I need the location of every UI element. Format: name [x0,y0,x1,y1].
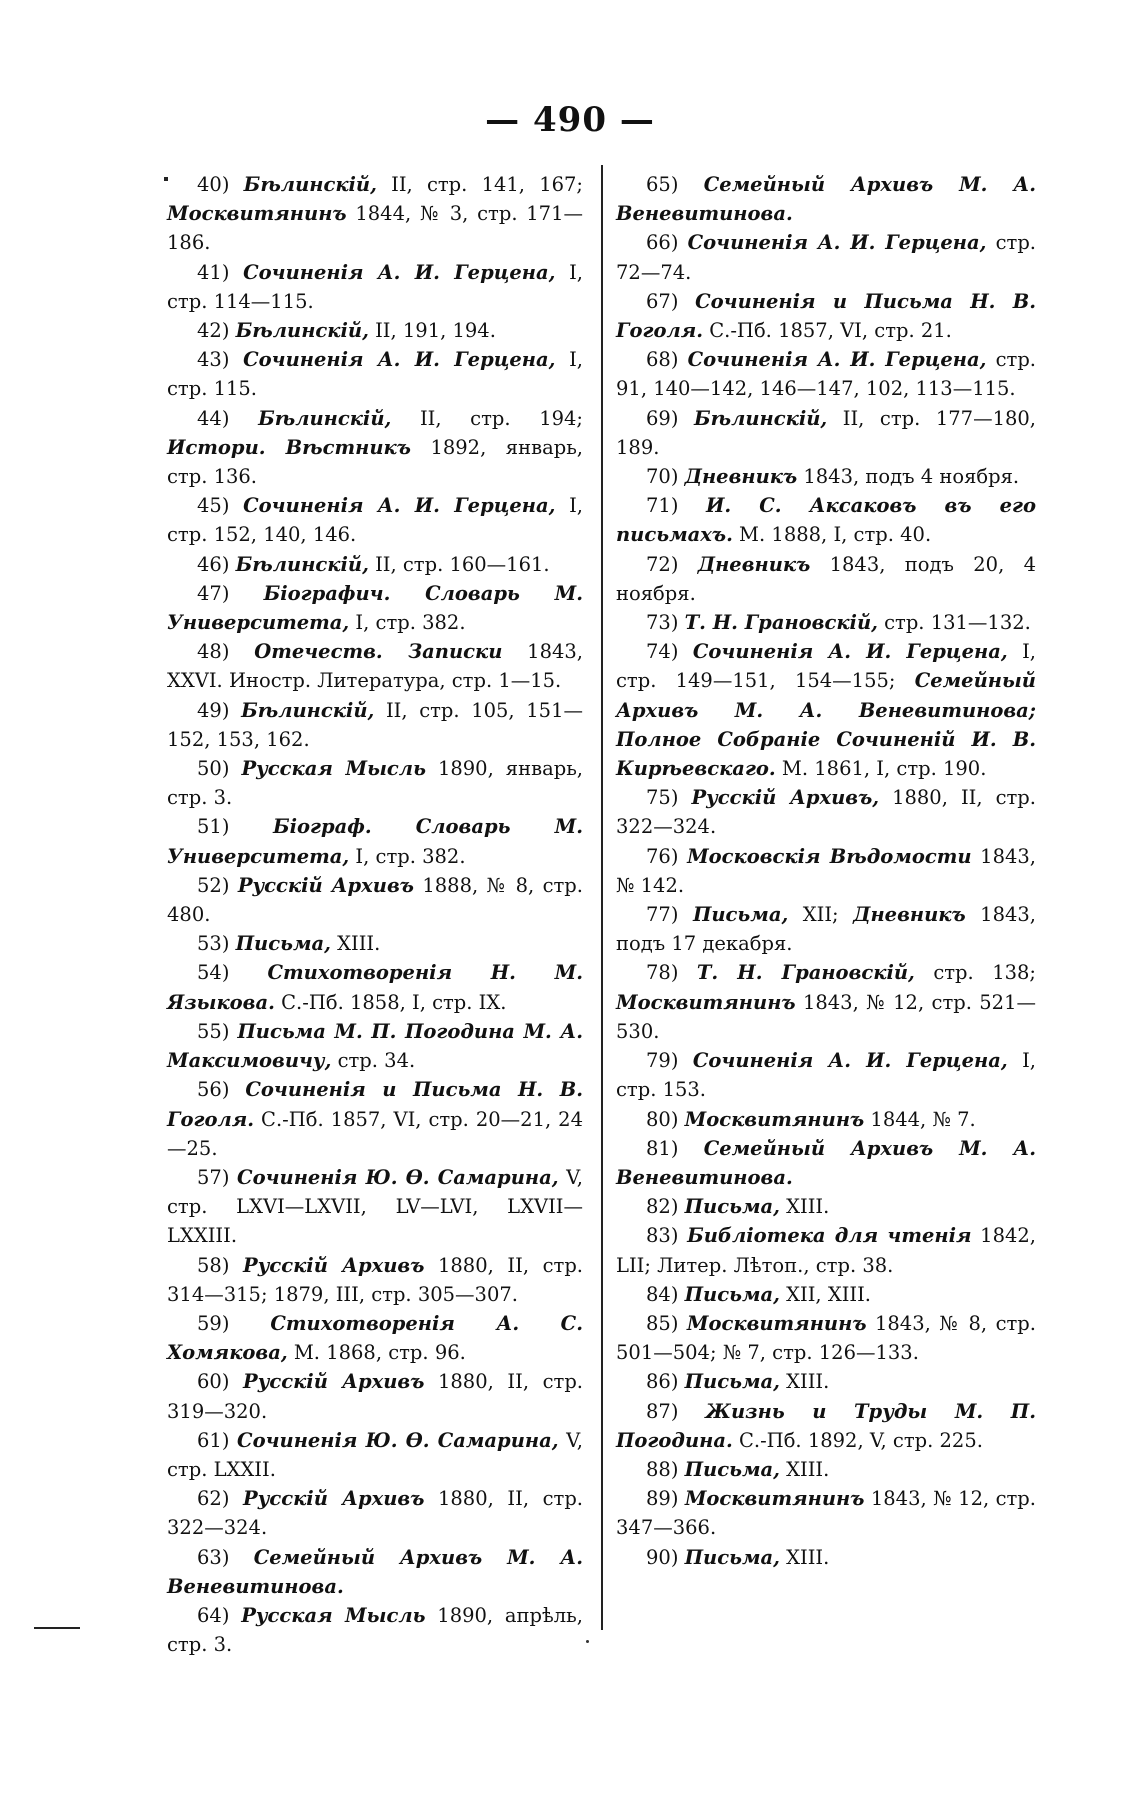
footnote [616,287,1036,345]
footnote-text: 1842, LII; Литер. Лѣтоп., стр. 38. [616,1224,1036,1277]
footnote-title: Русскій Архивъ [243,1487,425,1511]
footnote [616,1192,1036,1221]
footnote [167,1075,583,1163]
footnote [616,783,1036,841]
footnote-text: 62) [197,1487,244,1511]
footnote [167,345,583,403]
footnote-text: 71) [646,494,706,518]
footnote [167,404,583,492]
footnote-title: Письма, [684,1457,780,1481]
footnote [616,637,1036,783]
footnote-text: 70) [646,465,685,489]
footnote-title: Семейный Архивъ М. А. Веневитинова. [616,173,1036,226]
margin-mark [34,1627,80,1629]
footnote-title: Стихотворенія А. С. Хомякова, [167,1311,583,1365]
footnote [167,1426,583,1484]
footnote-text: 1843, № 12, стр. 521—530. [616,990,1036,1043]
footnote-text: 89) [646,1487,685,1511]
footnote-title: Т. Н. Грановскій, [696,961,915,985]
column-divider [601,165,603,1630]
footnote-text: 78) [646,961,697,985]
footnote-text: 63) [197,1545,254,1569]
footnote-text: С.-Пб. 1857, VI, стр. 20—21, 24—25. [167,1107,583,1160]
footnote [167,812,583,870]
footnote [167,579,583,637]
footnote-title: Дневникъ [684,465,798,489]
footnote-text: 87) [646,1399,706,1423]
footnote-title: Русскій Архивъ [237,873,414,897]
footnote-title: Бѣлинскій, [235,552,369,576]
footnote-title: Сочиненія Ю. Ѳ. Самарина, [237,1165,559,1189]
footnote [167,170,583,258]
footnote-text: 68) [646,348,688,372]
footnote-text: I, стр. 382. [349,844,466,868]
left-column [167,170,583,1659]
footnote [616,1046,1036,1104]
footnote-title: Сочиненія А. И. Герцена, [687,231,987,255]
footnote-text: II, стр. 194; [391,406,583,430]
footnote-title: Сочиненія А. И. Герцена, [692,1049,1008,1073]
right-column [616,170,1036,1572]
footnote [616,1134,1036,1192]
footnote-title: Русская Мысль [241,757,426,781]
footnote-text: М. 1888, I, стр. 40. [732,523,932,547]
footnote [167,929,583,958]
footnote-text: XII; [788,903,854,927]
footnote-text: 1892, январь, стр. 136. [167,435,584,489]
footnote [616,1309,1036,1367]
footnote-text: 58) [197,1253,244,1277]
footnote-text: 41) [197,260,244,284]
footnote-text: М. 1861, I, стр. 190. [775,757,987,781]
footnote-text: М. 1868, стр. 96. [287,1341,466,1365]
footnote-text: стр. 91, 140—142, 146—147, 102, 113—115. [616,348,1037,401]
footnote-title: Сочиненія А. И. Герцена, [243,494,556,518]
footnote-title: Московскія Вѣдомости [687,844,972,868]
footnote [167,1601,583,1659]
footnote-text: 77) [646,903,693,927]
footnote-text: I, стр. 153. [616,1049,1037,1102]
footnote-title: Письма, [684,1545,780,1569]
footnote-title: Сочиненія А. И. Герцена, [243,348,556,372]
footnote [167,1251,583,1309]
footnote-text: 72) [646,552,698,576]
footnote-text: 1880, II, стр. 319—320. [167,1370,584,1423]
page-number: — 490 — [485,100,655,140]
footnote-title: Сочиненія и Письма Н. В. Гоголя. [616,289,1036,343]
footnote [167,550,583,579]
footnote-text: 54) [197,961,268,985]
footnote-title: Русскій Архивъ, [691,786,880,810]
footnote-title: Москвитянинъ [684,1487,865,1511]
footnote [616,491,1036,549]
footnote-title: Сочиненія А. И. Герцена, [692,640,1008,664]
footnote [616,228,1036,286]
footnote-text: 75) [646,786,692,810]
footnote-text: I, стр. 149—151, 154—155; [616,640,1037,693]
footnote [616,404,1036,462]
footnote-text: 53) [197,932,236,956]
footnote-text: стр. 72—74. [616,231,1037,284]
footnote-text: I, стр. 115. [167,348,583,401]
footnote-title: Біографич. Словарь М. Университета, [167,581,583,635]
footnote-title: Семейный Архивъ М. А. Веневитинова; Полное Собраніе Сочиненій И. В. Кирѣевскаго. [616,669,1036,781]
footnote-text: II, стр. 141, 167; [376,173,584,196]
footnote-title: Дневникъ [697,552,811,576]
footnote-text: 1880, II, стр. 322—324. [167,1487,584,1540]
footnote-title: Письма, [692,903,789,927]
footnote-text: 45) [197,494,244,518]
footnote-text: V, стр. LXXII. [167,1428,584,1481]
footnote-text: I, стр. 382. [349,611,466,635]
footnote-text: 52) [197,873,238,897]
footnote-text: I, стр. 114—115. [167,260,583,313]
footnote-text: 65) [646,173,704,196]
footnote [167,1017,583,1075]
footnote [616,1105,1036,1134]
footnote-text: 49) [197,698,242,722]
footnote-text: 1888, № 8, стр. 480. [167,873,583,927]
footnote [616,1280,1036,1309]
footnote-text: 1843, № 8, стр. 501—504; № 7, стр. 126—133. [616,1311,1036,1365]
footnote-text: XIII. [330,932,381,956]
footnote-text: 1844, № 3, стр. 171—186. [167,202,583,255]
footnote [167,316,583,345]
footnote-text: 42) [197,319,236,343]
footnote-text: XII, XIII. [779,1282,872,1306]
footnote-title: Семейный Архивъ М. А. Веневитинова. [167,1545,583,1598]
footnote-title: Русская Мысль [241,1603,426,1627]
footnote-text: 90) [646,1545,685,1569]
footnote-title: Бѣлинскій, [243,173,377,196]
footnote [616,550,1036,608]
footnote-text: 1843, подъ 17 декабря. [616,903,1036,956]
footnote-title: Біограф. Словарь М. Университета, [167,815,583,868]
footnote-text: 1880, II, стр. 322—324. [616,786,1036,839]
footnote-title: Сочиненія А. И. Герцена, [243,260,556,284]
footnote-text: 51) [197,815,273,839]
footnote [167,637,583,695]
footnote-text: 80) [646,1107,685,1131]
footnote [616,1221,1036,1279]
footnote [616,900,1036,958]
footnote-title: Жизнь и Труды М. П. Погодина. [616,1399,1037,1452]
footnote-title: Москвитянинъ [686,1311,867,1335]
footnote-title: Москвитянинъ [684,1107,865,1131]
footnote-text: С.-Пб. 1892, V, стр. 225. [732,1428,983,1452]
print-dot [586,1640,589,1643]
footnote-text: 67) [646,289,696,313]
footnote [167,1163,583,1251]
footnote-text: 85) [646,1311,687,1335]
footnote [167,754,583,812]
footnote-text: 44) [197,406,259,430]
footnote-text: XIII. [779,1545,830,1569]
footnote [167,696,583,754]
footnote-text: II, стр. 105, 151—152, 153, 162. [167,698,583,751]
footnote-text: 1843, подъ 4 ноября. [797,465,1020,489]
footnote [167,491,583,549]
footnote-title: Библіотека для чтенія [687,1224,972,1248]
footnote-title: Бѣлинскій, [235,319,369,343]
footnote-text: 56) [197,1078,246,1102]
footnote [616,608,1036,637]
footnote-text: 82) [646,1195,685,1219]
footnote-text: I, стр. 152, 140, 146. [167,494,583,547]
footnote-title: Семейный Архивъ М. А. Веневитинова. [616,1136,1036,1189]
footnote-text: 76) [646,844,688,868]
footnote-text: II, 191, 194. [368,319,496,343]
footnote-text: 57) [197,1165,238,1189]
footnote-text: 59) [197,1311,271,1335]
footnote-text: 1843, подъ 20, 4 ноября. [616,552,1036,605]
footnote-title: Бѣлинскій, [693,406,828,430]
footnote-text: 69) [646,406,694,430]
footnote [616,1484,1036,1542]
footnote [616,842,1036,900]
footnote [616,462,1036,491]
footnote-title: И. С. Аксаковъ въ его письмахъ. [616,494,1036,547]
footnote-text: 73) [646,611,685,635]
footnote [167,1543,583,1601]
footnote-title: Стихотворенія Н. М. Языкова. [167,961,583,1014]
footnote-text: 84) [646,1282,685,1306]
footnote-text: 61) [197,1428,238,1452]
footnote-text: XIII. [779,1195,830,1219]
footnote-title: Т. Н. Грановскій, [684,611,878,635]
footnote-text: 55) [197,1019,238,1043]
footnote [167,1484,583,1542]
footnote-text: 81) [646,1136,704,1160]
footnote-text: стр. 138; [914,961,1037,985]
footnote-title: Москвитянинъ [167,202,347,226]
footnote [616,345,1036,403]
footnote-text: II, стр. 160—161. [368,552,550,576]
footnote-title: Бѣлинскій, [258,406,392,430]
footnote [616,1543,1036,1572]
footnote-text: 1843, № 142. [616,844,1036,897]
footnote-title: Сочиненія и Письма Н. В. Гоголя. [167,1078,583,1131]
footnote-title: Дневникъ [853,903,966,927]
footnote-text: 48) [197,640,255,664]
footnote-text: стр. 34. [331,1049,416,1073]
footnote-text: XIII. [779,1370,830,1394]
footnote-title: Отечеств. Записки [254,640,503,664]
footnote-text: стр. 131—132. [877,611,1031,635]
footnote [167,1367,583,1425]
footnote-title: Русскій Архивъ [243,1370,425,1394]
footnote-text: 64) [197,1603,242,1627]
footnote-text: 86) [646,1370,685,1394]
footnote [616,1367,1036,1396]
footnote-text: II, стр. 177—180, 189. [616,406,1036,459]
footnote-text: 74) [646,640,693,664]
footnote-text: XIII. [779,1457,830,1481]
footnote-title: Письма М. П. Погодина М. А. Максимовичу, [167,1019,583,1073]
footnote-text: 50) [197,757,242,781]
footnote-text: 43) [197,348,244,372]
footnote-text: 1843, XXVI. Иностр. Литература, стр. 1—15. [167,640,583,693]
footnote-title: Письма, [235,932,331,956]
footnote-title: Письма, [684,1282,780,1306]
footnote-text: 79) [646,1049,693,1073]
footnote-text: 47) [197,581,264,605]
footnote-title: Письма, [684,1195,780,1219]
footnote-text: С.-Пб. 1858, I, стр. IX. [274,990,507,1014]
footnote-text: 88) [646,1457,685,1481]
footnote-text: 1890, январь, стр. 3. [167,757,584,810]
footnote-text: 66) [646,231,688,255]
footnote-title: Сочиненія А. И. Герцена, [687,348,987,372]
footnote-title: Бѣлинскій, [241,698,375,722]
footnote-text: 46) [197,552,236,576]
footnote-text: 60) [197,1370,244,1394]
footnote-text: 1890, апрѣль, стр. 3. [167,1603,583,1657]
footnote [167,958,583,1016]
footnote-title: Русскій Архивъ [243,1253,425,1277]
footnote-title: Москвитянинъ [616,990,796,1014]
footnote-text: 1880, II, стр. 314—315; 1879, III, стр. 305—307. [167,1253,584,1306]
footnote-text: 40) [197,173,244,196]
footnote [167,258,583,316]
footnote-text: 1844, № 7. [864,1107,976,1131]
footnote-text: V, стр. LXVI—LXVII, LV—LVI, LXVII—LXXIII. [167,1165,584,1248]
footnote [616,958,1036,1046]
footnote-text: С.-Пб. 1857, VI, стр. 21. [703,319,952,343]
footnote [167,1309,583,1367]
footnote-text: 83) [646,1224,688,1248]
footnote [167,871,583,929]
footnote [616,1397,1036,1455]
footnote-title: Истори. Вѣстникъ [167,435,411,459]
footnote [616,1455,1036,1484]
footnote-title: Сочиненія Ю. Ѳ. Самарина, [237,1428,559,1452]
footnote-text: 1843, № 12, стр. 347—366. [616,1487,1036,1540]
footnote-title: Письма, [684,1370,780,1394]
footnote [616,170,1036,228]
